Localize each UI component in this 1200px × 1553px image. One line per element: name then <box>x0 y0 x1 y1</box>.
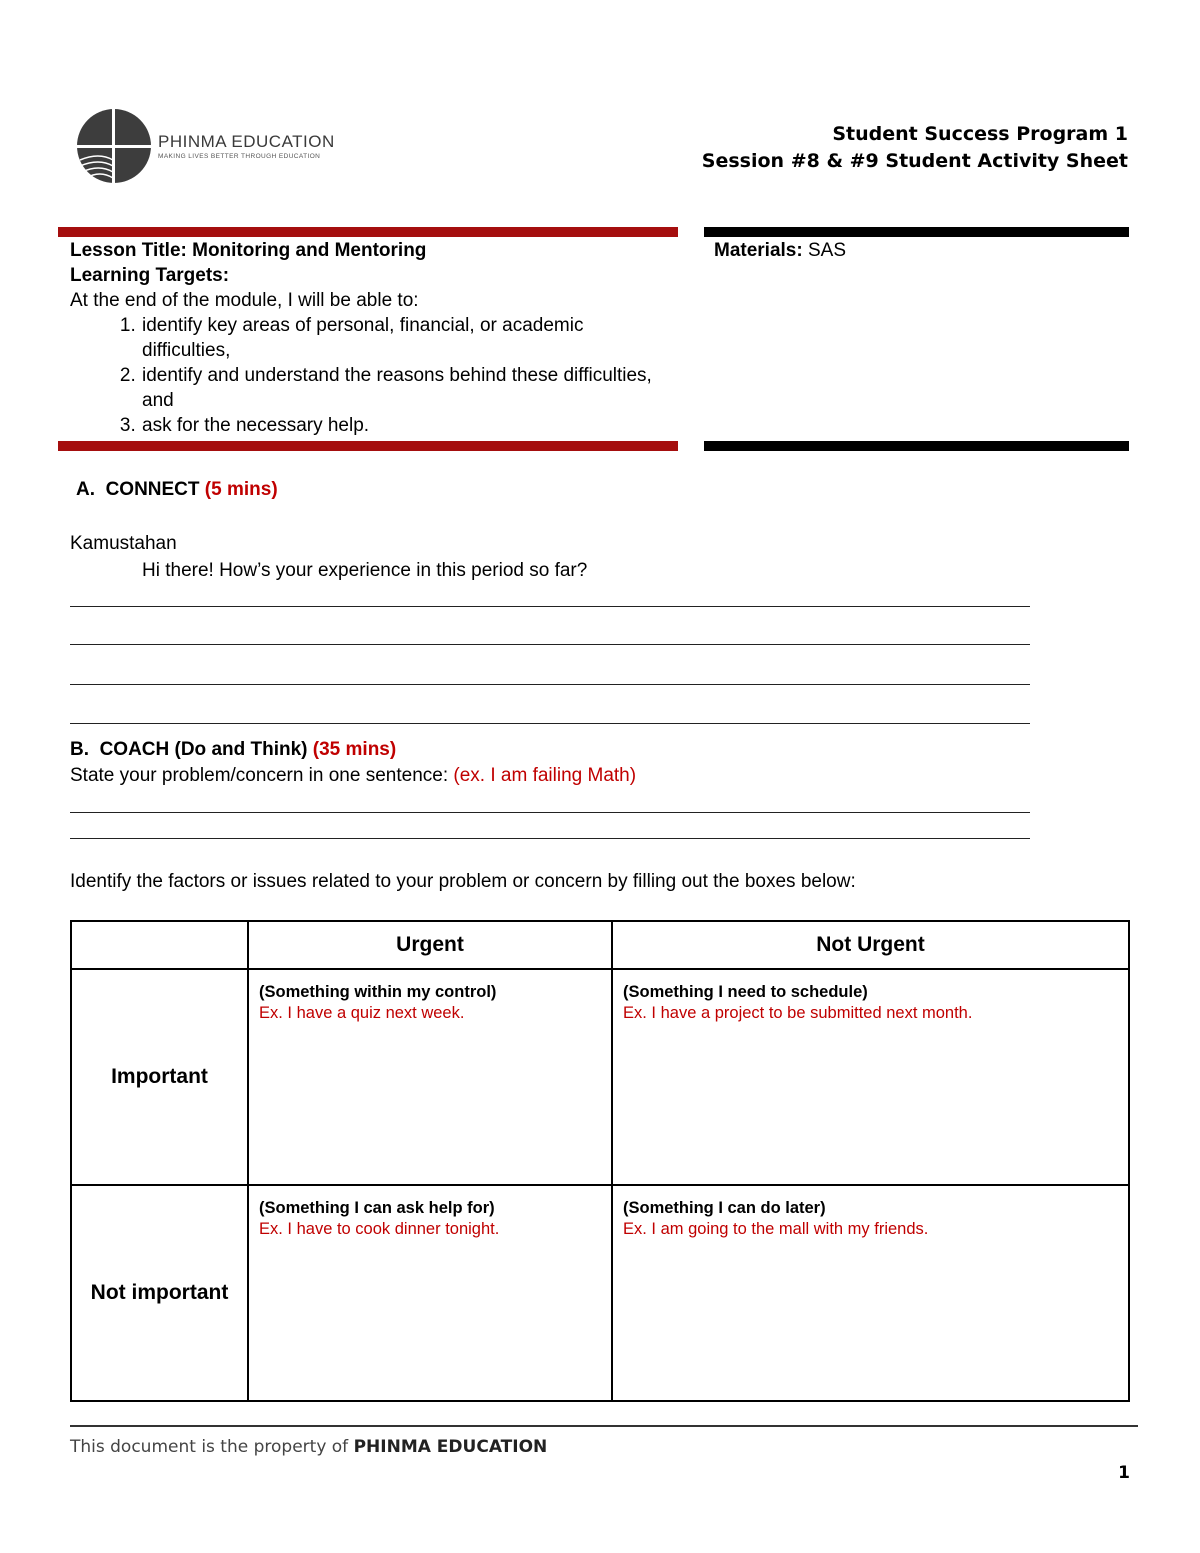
target-item: 3. ask for the necessary help. <box>141 413 670 438</box>
cell-example: Ex. I am going to the mall with my friends. <box>623 1220 929 1238</box>
materials-value: SAS <box>802 240 847 261</box>
cell-title: (Something I can do later) <box>623 1199 826 1217</box>
row-header-not-important: Not important <box>71 1185 248 1401</box>
matrix-row-not-important <box>71 1185 1129 1401</box>
coach-instruction: Identify the factors or issues related to your problem or concern by filling out the boxes below: <box>70 871 856 892</box>
answer-line[interactable] <box>70 644 1030 645</box>
cell-important-not-urgent[interactable] <box>612 969 1129 1185</box>
connect-heading <box>76 479 278 501</box>
top-red-bar <box>58 227 678 237</box>
cell-example: Ex. I have to cook dinner tonight. <box>259 1220 500 1238</box>
connect-title: CONNECT <box>105 479 200 500</box>
cell-title: (Something I can ask help for) <box>259 1199 495 1217</box>
coach-prompt-line <box>70 765 636 787</box>
top-black-bar <box>704 227 1129 237</box>
logo-tagline: MAKING LIVES BETTER THROUGH EDUCATION <box>158 153 321 160</box>
cell-title: (Something I need to schedule) <box>623 983 868 1001</box>
bottom-red-bar <box>58 441 678 451</box>
coach-prompt: State your problem/concern in one sentence: <box>70 765 454 786</box>
answer-line[interactable] <box>70 812 1030 813</box>
coach-letter: B. <box>70 739 89 760</box>
target-item: 1. identify key areas of personal, financial, or academic difficulties, <box>141 313 670 363</box>
bottom-black-bar <box>704 441 1129 451</box>
coach-time: (35 mins) <box>312 739 397 760</box>
priority-matrix <box>70 920 1130 1402</box>
connect-letter: A. <box>76 479 95 500</box>
page-number: 1 <box>1118 1463 1130 1483</box>
row-header-important: Important <box>71 969 248 1185</box>
connect-prompt: Hi there! How’s your experience in this period so far? <box>142 560 588 581</box>
lesson-intro: At the end of the module, I will be able to: <box>70 290 419 311</box>
session-title: Session #8 & #9 Student Activity Sheet <box>701 150 1128 172</box>
footer-text <box>70 1437 547 1457</box>
cell-title: (Something within my control) <box>259 983 497 1001</box>
matrix-corner <box>71 921 248 969</box>
answer-line[interactable] <box>70 723 1030 724</box>
col-header-urgent: Urgent <box>248 921 612 969</box>
answer-line[interactable] <box>70 606 1030 607</box>
footer-divider <box>70 1425 1138 1427</box>
logo-name: PHINMA EDUCATION <box>158 132 335 151</box>
lesson-box <box>70 238 670 438</box>
answer-line[interactable] <box>70 684 1030 685</box>
target-item: 2. identify and understand the reasons behind these difficulties, and <box>141 363 670 413</box>
matrix-row-important <box>71 969 1129 1185</box>
cell-not-important-not-urgent[interactable] <box>612 1185 1129 1401</box>
materials <box>714 238 846 263</box>
program-title: Student Success Program 1 <box>832 123 1128 145</box>
answer-line[interactable] <box>70 838 1030 839</box>
connect-subheading: Kamustahan <box>70 533 177 554</box>
materials-label: Materials: <box>714 240 803 261</box>
learning-targets-label: Learning Targets: <box>70 265 230 286</box>
cell-example: Ex. I have a project to be submitted next month. <box>623 1004 973 1022</box>
matrix-header-row <box>71 921 1129 969</box>
coach-title: COACH (Do and Think) <box>99 739 308 760</box>
footer-prefix: This document is the property of <box>70 1437 354 1457</box>
lesson-title: Lesson Title: Monitoring and Mentoring <box>70 240 427 261</box>
cell-important-urgent[interactable] <box>248 969 612 1185</box>
col-header-not-urgent: Not Urgent <box>612 921 1129 969</box>
connect-time: (5 mins) <box>204 479 278 500</box>
coach-example: (ex. I am failing Math) <box>453 765 637 786</box>
targets-list <box>70 313 670 438</box>
cell-not-important-urgent[interactable] <box>248 1185 612 1401</box>
footer-owner: PHINMA EDUCATION <box>353 1437 548 1457</box>
cell-example: Ex. I have a quiz next week. <box>259 1004 465 1022</box>
coach-heading <box>70 739 396 761</box>
